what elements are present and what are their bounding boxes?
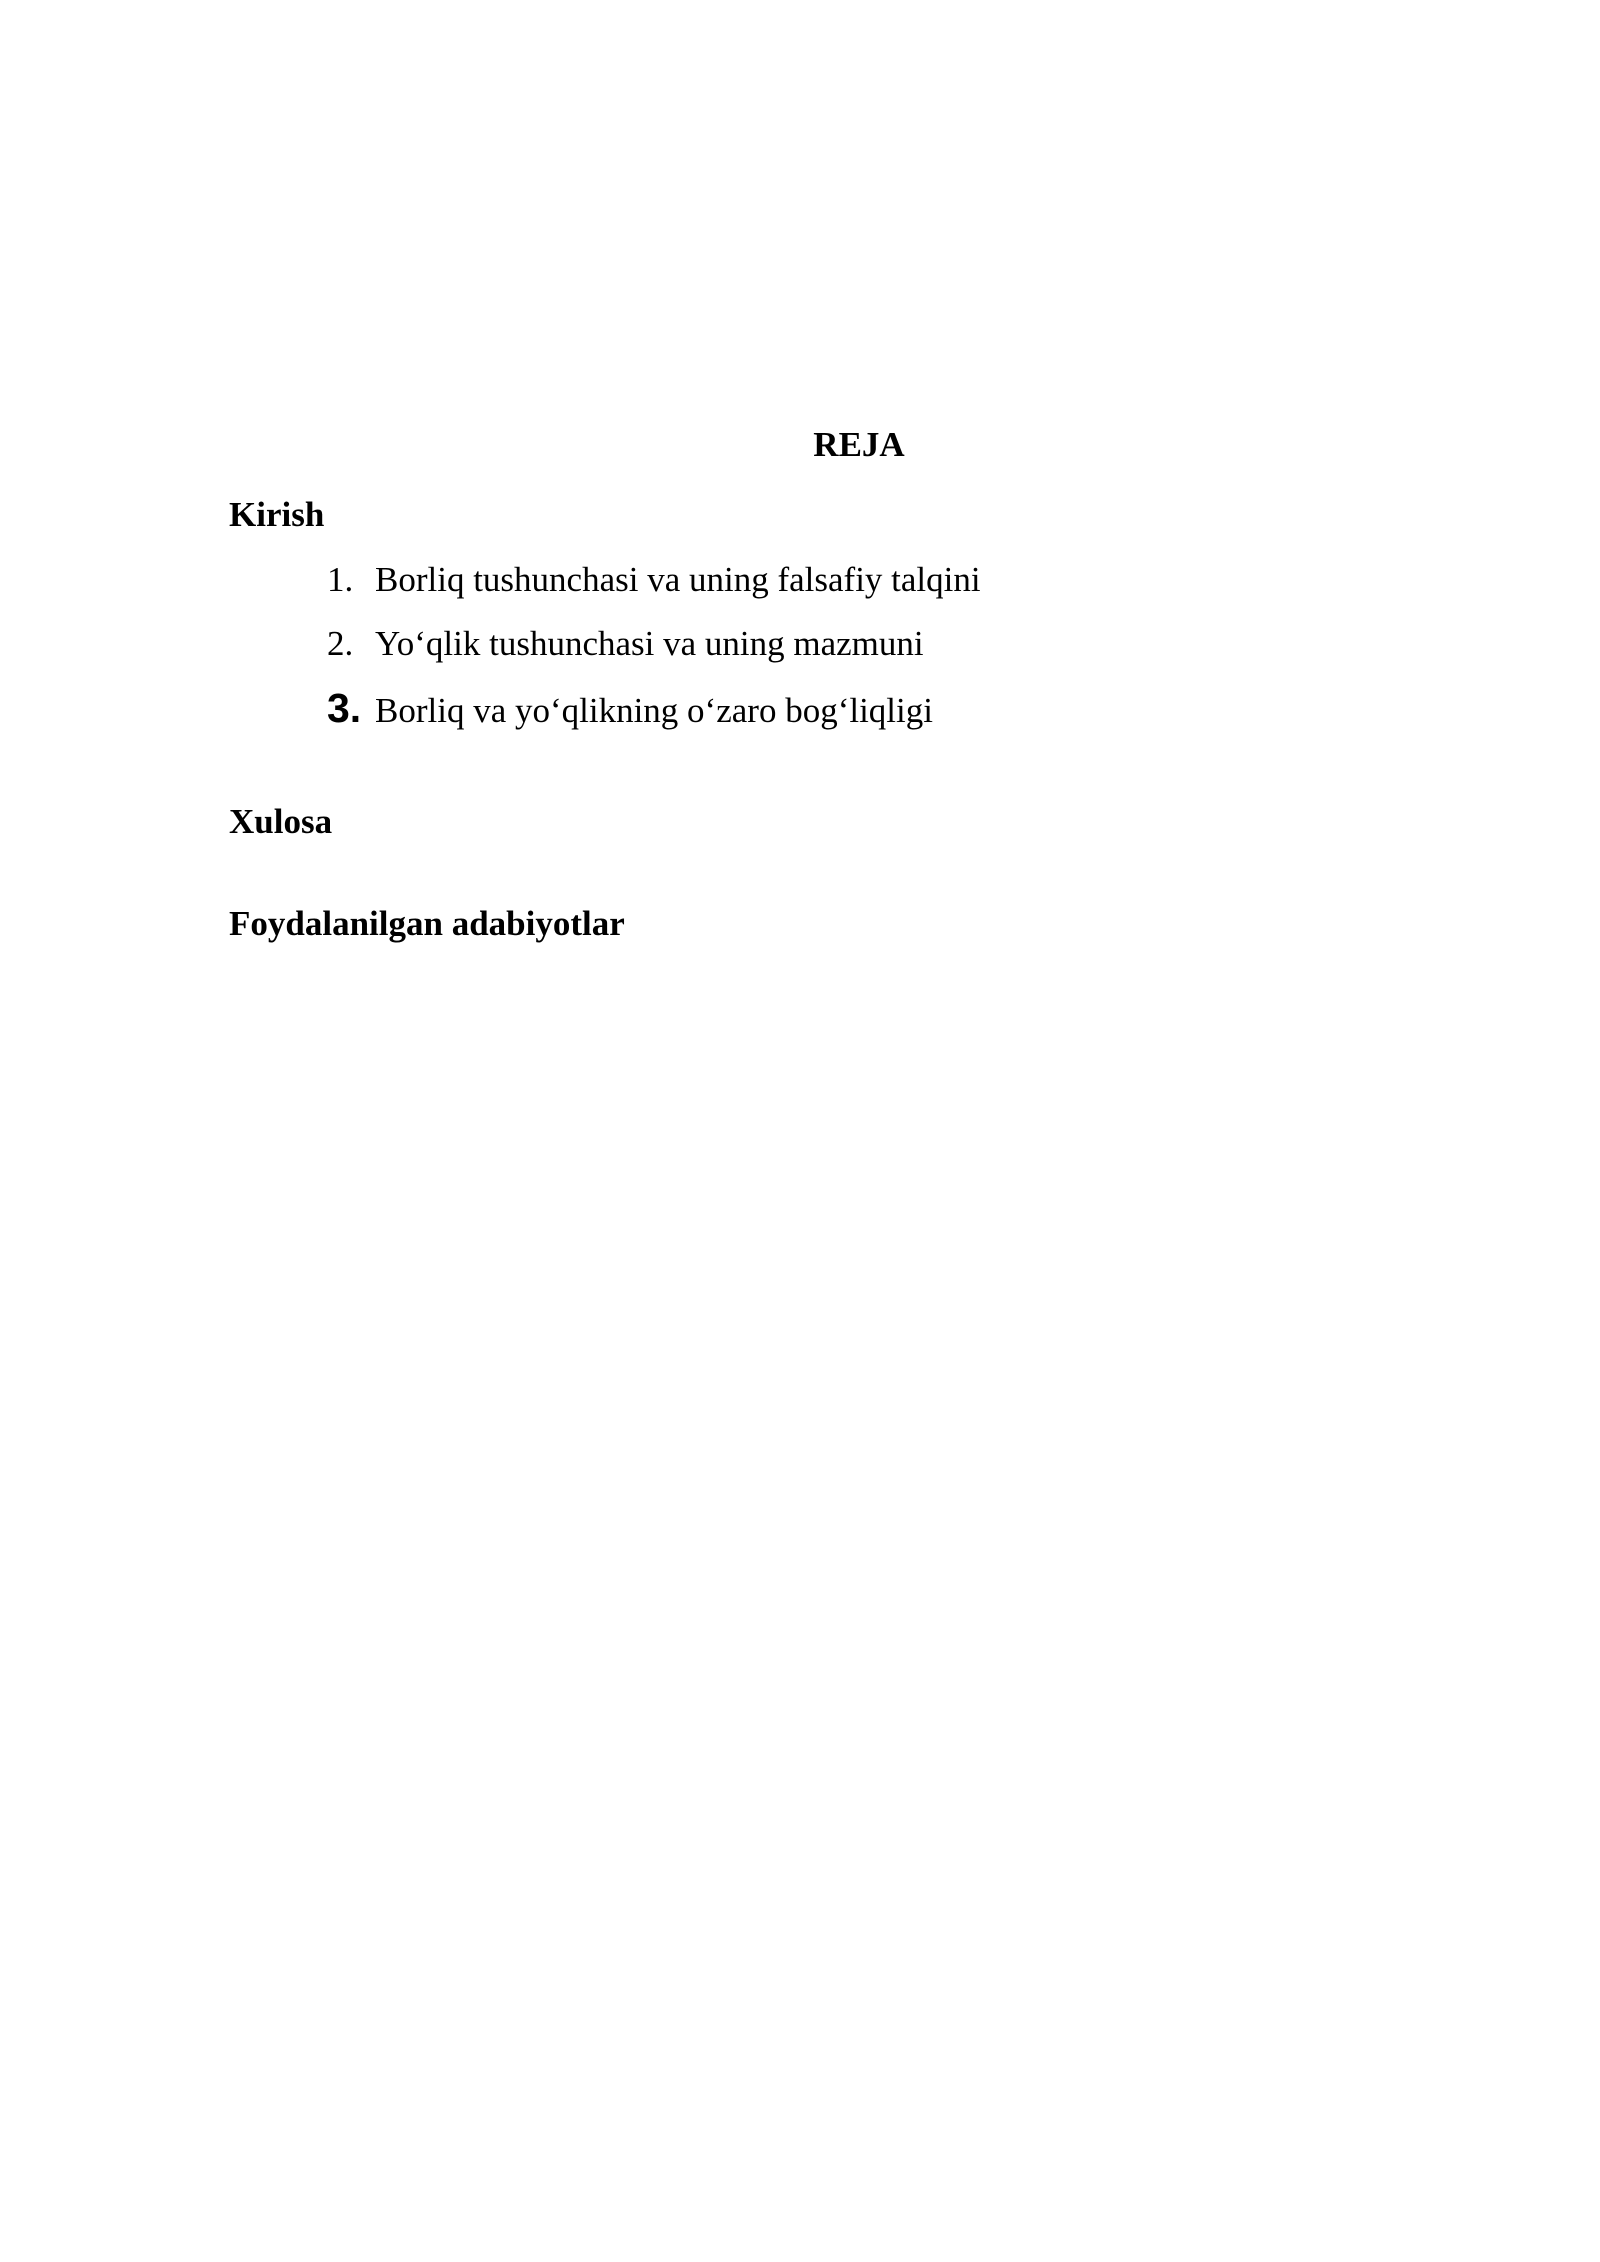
plan-item-text: Borliq tushunchasi va uning falsafiy talqini [375,560,981,599]
plan-item-text: Yo‘qlik tushunchasi va uning mazmuni [375,624,924,663]
page-title: REJA [813,425,905,464]
plan-item-number: 1. [327,560,354,599]
plan-item-text: Borliq va yo‘qlikning o‘zaro bog‘liqligi [375,691,933,730]
plan-item-3 [327,685,981,731]
plan-list [327,560,981,731]
plan-item-1 [327,560,981,600]
conclusion-heading: Xulosa [229,802,333,841]
plan-item-number: 3. [327,685,362,731]
references-heading: Foydalanilgan adabiyotlar [229,904,625,943]
intro-heading: Kirish [229,495,325,534]
plan-item-2 [327,624,981,664]
plan-item-number: 2. [327,624,354,663]
